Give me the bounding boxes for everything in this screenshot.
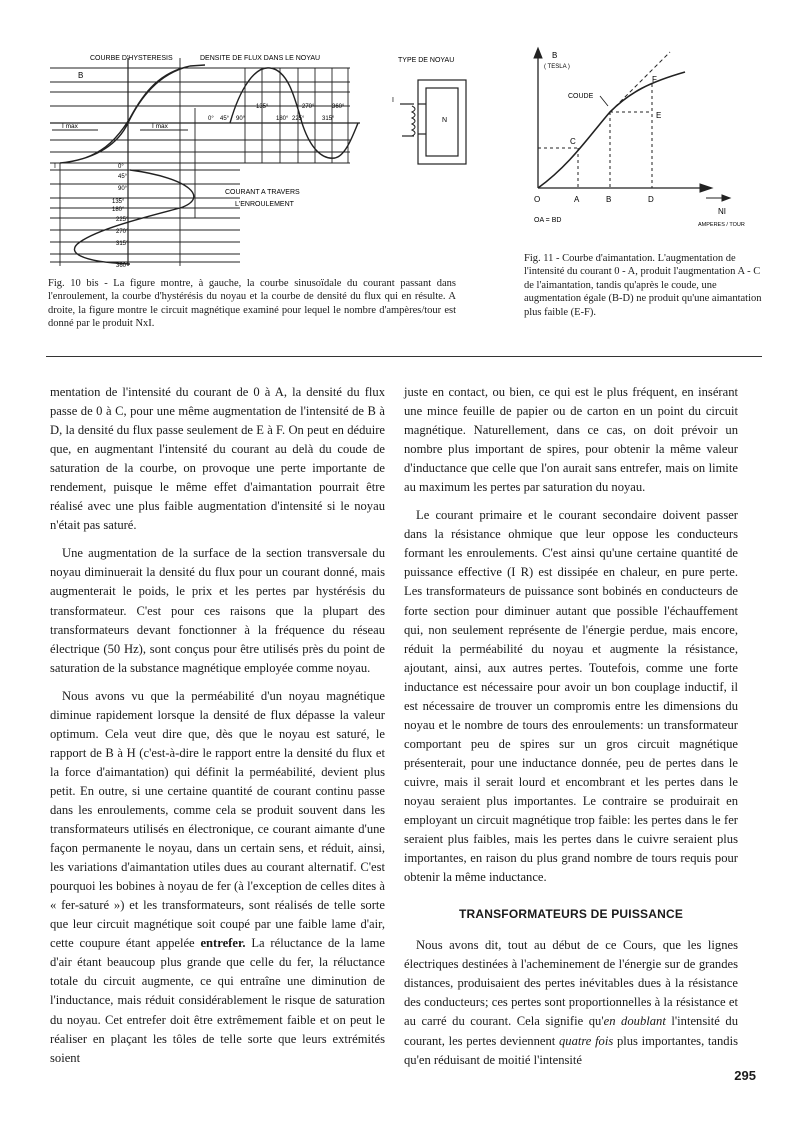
- angle-top-0: 0°: [208, 116, 214, 122]
- label-current-line2: L'ENROULEMENT: [235, 201, 294, 208]
- angle-side-180: 180°: [112, 207, 125, 213]
- right-paragraph-2: Le courant primaire et le courant secondaire doivent passer dans la résistance ohmique que leur oppose les conducteurs formant les enroulements. C'est ainsi qu'une certaine quantité de puissance effective (I R) est dissipée en chaleur, en pure perte. Les transformateurs de puissance sont bobinés en conducteurs de forte section pour diminuer autant que possible l'échauffement qui, non seulement représente de l'énergie perdue, mais encore, réduit la perméabilité du noyau et augmente la résistance, ajoutant, ainsi, aux autres pertes. Toutefois, comme une forte inductance est nécessaire pour avoir un bon couplage inductif, il est nécessaire de trouver un compromis entre les dimensions du noyau et le nombre de tours des enroulements: un transformateur comportant peu de spires sur un gros circuit magnétique présenterait, pour une inductance donnée, peu de pertes dans le cuivre, mais il serait lourd et encombrant et les pertes dans le noyau seraient plus importantes. Le contraire se produirait en employant un circuit magnétique trop faible: les pertes dans le fer seraient plus faibles, mais les pertes dans le cuivre seraient plus importantes, en raison du plus grand nombre de tours requis pour obtenir la même inductance.: [404, 508, 738, 885]
- label-current-line1: COURANT A TRAVERS: [225, 189, 300, 196]
- right-column: [404, 383, 738, 1079]
- figure-11-caption: Fig. 11 - Courbe d'aimantation. L'augmentation de l'intensité du courant 0 - A, produit l'augmentation A - C de l'aimantation, tandis qu'après le coude, une augmentation égale (B-D) ne produit qu'une aimantation plus faible (E-F).: [524, 253, 762, 318]
- page-number: 295: [734, 1068, 756, 1083]
- point-c: C: [570, 137, 576, 146]
- right-p3-before: Nous avons dit, tout au début de ce Cours, que les lignes électriques destinées à l'acheminement de l'énergie sur de grandes distances, produisaient des pertes inévitables dues à la résistance des conducteurs; ces pertes sont proportionnelles à la résistance et au carré du courant. Cela signifie qu': [404, 938, 738, 1029]
- point-e: E: [656, 111, 662, 120]
- label-flux-density: DENSITE DE FLUX DANS LE NOYAU: [200, 55, 321, 62]
- label-b: B: [552, 51, 558, 60]
- label-core-n: N: [442, 117, 448, 124]
- angle-side-45: 45°: [118, 174, 128, 180]
- point-a: A: [574, 195, 580, 204]
- left-p3-before: Nous avons vu que la perméabilité d'un noyau magnétique diminue rapidement lorsque la densité de flux dépasse la valeur optimum. Cela veut dire que, dès que le noyau est saturé, le rapport de B à H (c'est-à-dire le rapport entre la densité du flux et la force d'aimantation) qui définit la perméabilité, devient plus petit. En outre, si une certaine quantité de courant continu passe dans les enroulements, comme cela se produit souvent dans les transformateurs utilisés en électronique, ce courant aimante d'une façon permanente le noyau, dans un certain sens, et réduit, ainsi, les variations d'aimantation utiles dues au courant alternatif. C'est pourquoi les bobines à noyau de fer (à l'exception de celles dites à « fer-saturé ») et les transformateurs, sont réalisés de telle sorte que leur circuit magnétique soit coupé par une faible lame d'air, cette coupure étant appelée: [50, 688, 385, 951]
- angle-top-180: 180°: [276, 116, 289, 122]
- angle-side-315: 315°: [116, 241, 129, 247]
- label-ni: NI: [718, 207, 726, 216]
- label-core-type: TYPE DE NOYAU: [398, 57, 455, 64]
- figure-11-diagram: [520, 40, 770, 240]
- label-core-i: I: [392, 97, 394, 104]
- label-imax-left: I max: [62, 123, 78, 130]
- label-tesla: ( TESLA ): [544, 64, 570, 70]
- angle-top-270: 270°: [302, 104, 315, 110]
- label-i-axis: I: [54, 163, 56, 170]
- figure-10-hysteresis: [40, 48, 480, 272]
- label-ampere-tour: AMPERES / TOUR: [698, 222, 745, 228]
- angle-side-270: 270°: [116, 229, 129, 235]
- label-imax-right: I max: [152, 123, 168, 130]
- right-paragraph-1: juste en contact, ou bien, ce qui est le plus fréquent, en insérant une mince feuille de papier ou de carton en un point du circuit magnétique. Naturellement, dans ce cas, on doit prévoir un nombre plus important de spires, pour obtenir la même valeur d'inductance que celle que l'on aurait sans entrefer, mais on limite au maximum les pertes par saturation du noyau.: [404, 385, 738, 495]
- label-coude: COUDE: [568, 93, 594, 100]
- figure-11-magnetization: [520, 40, 770, 240]
- left-paragraph-3: [50, 687, 385, 1068]
- left-paragraph-2: Une augmentation de la surface de la section transversale du noyau diminuerait la densité du flux pour un courant donné, mais augmenterait le poids, le prix et les pertes par hystérésis du transformateur. C'est pour ces raisons que la plupart des transformateurs devant fonctionner à la fréquence du réseau électrique (50 Hz), sont conçus pour être utilisés près du point de saturation de la substance magnétique employée comme noyau.: [50, 546, 385, 675]
- angle-side-360: 360°: [116, 263, 129, 269]
- angle-top-135: 135°: [256, 104, 269, 110]
- angle-top-315: 315°: [322, 116, 335, 122]
- label-oa-bd: OA = BD: [534, 217, 562, 224]
- point-f: F: [652, 75, 657, 84]
- angle-top-45: 45°: [220, 116, 230, 122]
- left-paragraph-1: mentation de l'intensité du courant de 0 à A, la densité du flux passe de 0 à C, pour une même augmentation de l'intensité de B à D, la densité du flux passe seulement de E à F. On peut en déduire que, en augmentant l'intensité du courant au delà du coude de saturation de la courbe, on provoque une perte importante de rendement, puisque le même effet d'aimantation pourrait être réalisé avec une plus faible augmentation d'intensité si le noyau n'était pas saturé.: [50, 385, 385, 533]
- label-hysteresis: COURBE D'HYSTERESIS: [90, 55, 173, 62]
- right-p3-italic-1: en doublant: [603, 1014, 666, 1029]
- left-p3-after: La réluctance de la lame d'air étant beaucoup plus grande que celle du fer, la réluctance totale du circuit augmente, ce qui entraîne une diminution de l'inductance, mais réduit considérablement le risque de saturation du noyau. Cet entrefer doit être extrêmement faible et on peut le réaliser en plaçant les tôles de telle sorte que leurs extrémités soient: [50, 936, 385, 1065]
- angle-top-360: 360°: [332, 104, 345, 110]
- section-heading: TRANSFORMATEURS DE PUISSANCE: [458, 907, 684, 922]
- point-b: B: [606, 195, 612, 204]
- right-p3-italic-2: quatre fois: [558, 1033, 614, 1048]
- right-paragraph-3: [404, 936, 738, 1069]
- right-p3-after: plus importantes, tandis qu'en réduisant de moitié l'intensité: [404, 1033, 738, 1067]
- angle-top-225: 225°: [292, 116, 305, 122]
- label-b-axis: B: [78, 71, 84, 80]
- angle-side-0: 0°: [118, 164, 124, 170]
- figure-10-diagram: [40, 48, 480, 272]
- point-o: O: [534, 195, 541, 204]
- angle-side-135: 135°: [112, 199, 125, 205]
- term-entrefer: entrefer.: [200, 936, 246, 951]
- angle-side-90: 90°: [118, 186, 128, 192]
- angle-side-225: 225°: [116, 217, 129, 223]
- figure-10-caption: Fig. 10 bis - La figure montre, à gauche, la courbe sinusoïdale du courant passant dans l'enroulement, la courbe d'hystérésis du noyau et la courbe de densité du flux qui en résulte. A droite, la figure montre le circuit magnétique examiné pour lequel le nombre d'ampères/tour est donné par le produit NxI.: [48, 278, 456, 330]
- angle-top-90: 90°: [236, 116, 246, 122]
- point-d: D: [648, 195, 654, 204]
- section-divider: [46, 356, 762, 357]
- left-column: [50, 383, 385, 1077]
- right-p3-middle: l'intensité du courant, les pertes deviennent: [404, 1014, 738, 1048]
